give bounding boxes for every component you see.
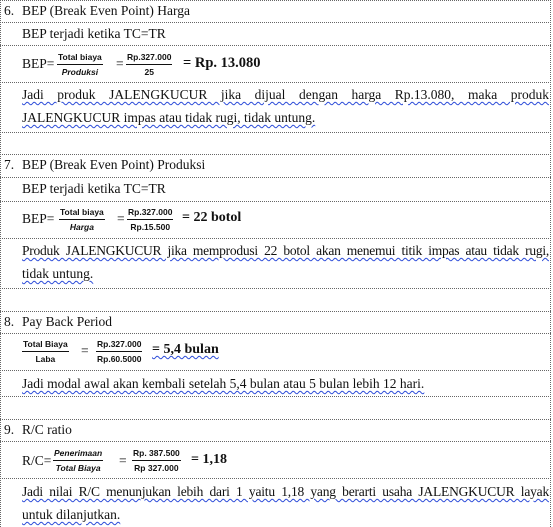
section-number: 8. — [4, 314, 15, 329]
fraction-denominator: Total Biaya — [55, 462, 101, 473]
fraction-numerator: Rp.327.000 — [127, 208, 173, 220]
section-heading: BEP (Break Even Point) Harga — [22, 3, 190, 18]
fraction-numerator: Total biaya — [59, 208, 105, 220]
fraction-total-biaya-produksi — [57, 53, 103, 76]
section-heading: R/C ratio — [22, 422, 72, 437]
fraction-denominator: 25 — [144, 66, 154, 77]
conclusion-line: Jadi modal awal akan kembali setelah 5,4 bulan atau 5 bulan lebih 12 hari. — [22, 376, 425, 391]
row-line — [0, 478, 551, 479]
row-line — [0, 154, 551, 155]
fraction-denominator: Rp 327.000 — [134, 462, 179, 473]
row-line — [0, 441, 551, 442]
fraction-denominator: Rp.60.5000 — [97, 353, 142, 364]
fraction-numerator: Rp.327.000 — [126, 53, 172, 65]
bep-condition: BEP terjadi ketika TC=TR — [22, 26, 166, 41]
row-line — [0, 311, 551, 312]
section-number: 7. — [4, 157, 15, 172]
row-line — [0, 45, 551, 46]
row-line — [0, 201, 551, 202]
row-line — [0, 419, 551, 420]
fraction-numerator: Penerimaan — [53, 449, 103, 461]
conclusion-line: JALENGKUCUR impas atau tidak rugi, tidak untung. — [22, 110, 316, 125]
fraction-values — [127, 208, 173, 231]
bep-condition: BEP terjadi ketika TC=TR — [22, 181, 166, 196]
equals-sign: = — [117, 211, 125, 226]
equals-sign: = — [116, 56, 124, 71]
row-line — [0, 333, 551, 334]
fraction-total-biaya-harga — [59, 208, 105, 231]
fraction-denominator: Rp.15.500 — [130, 221, 171, 232]
formula-result: = Rp. 13.080 — [183, 55, 261, 71]
section-heading: BEP (Break Even Point) Produksi — [22, 157, 206, 172]
formula-result: = 1,18 — [191, 452, 227, 467]
conclusion-paragraph — [22, 480, 549, 526]
formula-lhs: R/C= — [22, 453, 52, 468]
fraction-numerator: Total Biaya — [22, 340, 69, 352]
fraction-values — [96, 340, 142, 363]
conclusion-line: untuk dilanjutkan. — [22, 507, 121, 522]
equals-sign: = — [119, 453, 127, 468]
fraction-denominator: Harga — [69, 221, 94, 232]
formula-result: = 5,4 bulan — [152, 342, 219, 357]
conclusion-line: Jadi produk JALENGKUCUR jika dijual dengan harga Rp.13.080, maka produk — [22, 87, 549, 102]
fraction-numerator: Total biaya — [57, 53, 103, 65]
conclusion-paragraph — [22, 83, 549, 129]
formula-lhs: BEP= — [22, 56, 55, 71]
fraction-values — [126, 53, 172, 76]
fraction-numerator: Rp.327.000 — [96, 340, 142, 352]
row-line — [0, 22, 551, 23]
formula-result: = 22 botol — [182, 210, 242, 225]
fraction-values — [132, 449, 181, 472]
section-number: 9. — [4, 422, 15, 437]
section-heading: Pay Back Period — [22, 314, 112, 329]
section-number: 6. — [4, 3, 15, 18]
formula-lhs: BEP= — [22, 211, 55, 226]
fraction-numerator: Rp. 387.500 — [132, 449, 181, 461]
conclusion-line: Produk JALENGKUCUR jika memprodusi 22 botol akan menemui titik impas atau tidak rugi, — [22, 243, 549, 258]
conclusion-line: Jadi nilai R/C menunjukan lebih dari 1 yaitu 1,18 yang berarti usaha JALENGKUCUR layak — [22, 484, 549, 499]
conclusion-paragraph — [22, 239, 549, 285]
equals-sign: = — [81, 343, 89, 358]
fraction-denominator: Produksi — [61, 66, 99, 77]
row-line — [0, 177, 551, 178]
conclusion-line: tidak untung. — [22, 266, 94, 281]
row-line — [0, 370, 551, 371]
fraction-denominator: Laba — [35, 353, 56, 364]
row-line — [0, 396, 551, 397]
fraction-total-biaya-laba — [22, 340, 69, 363]
fraction-penerimaan-total-biaya — [53, 449, 103, 472]
row-line — [0, 288, 551, 289]
row-line — [0, 0, 551, 1]
row-line — [0, 132, 551, 133]
conclusion-paragraph — [22, 372, 549, 395]
